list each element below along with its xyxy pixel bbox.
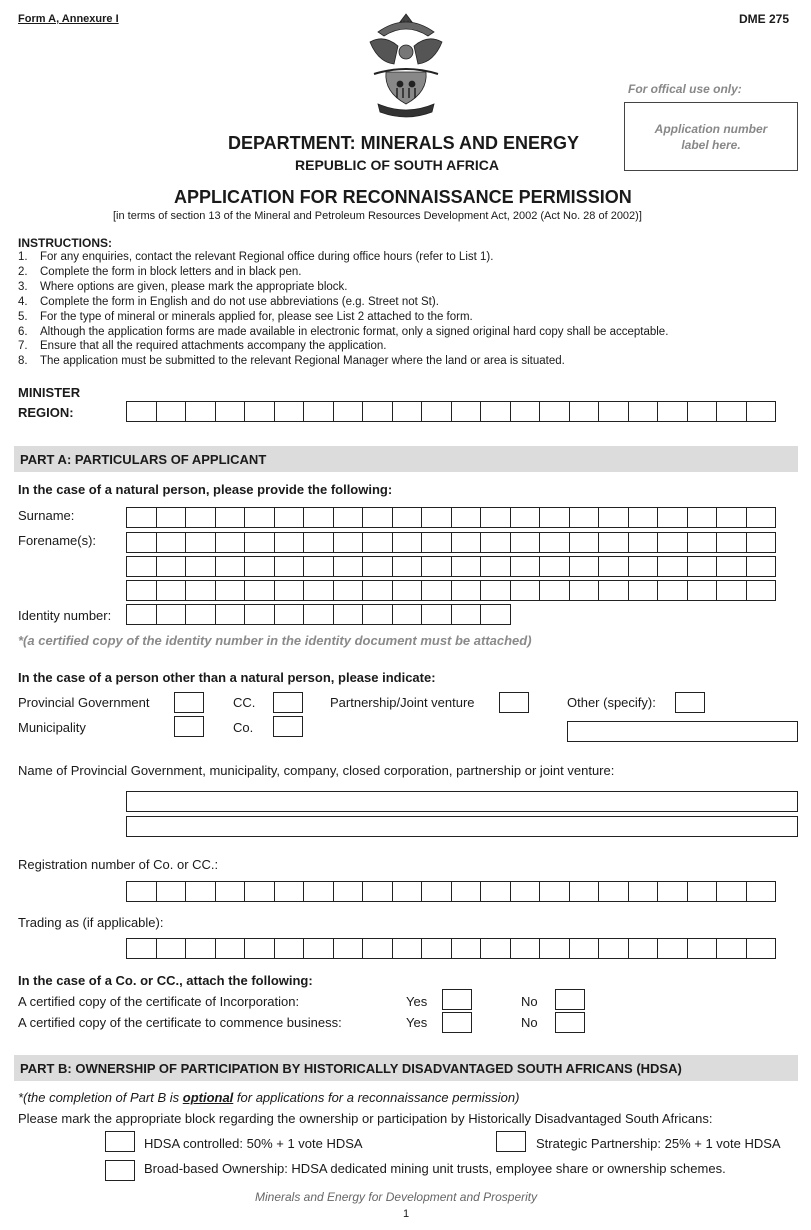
char-box[interactable] bbox=[215, 881, 246, 902]
char-box[interactable] bbox=[126, 938, 157, 959]
char-box[interactable] bbox=[274, 580, 305, 601]
cc-checkbox[interactable] bbox=[273, 692, 303, 713]
char-box[interactable] bbox=[628, 507, 659, 528]
partnership-label: Partnership/Joint venture bbox=[330, 695, 475, 710]
char-box[interactable] bbox=[480, 938, 511, 959]
char-box[interactable] bbox=[303, 881, 334, 902]
char-box[interactable] bbox=[303, 532, 334, 553]
char-box[interactable] bbox=[628, 401, 659, 422]
char-box[interactable] bbox=[392, 580, 423, 601]
char-box[interactable] bbox=[569, 580, 600, 601]
char-box[interactable] bbox=[421, 401, 452, 422]
trading-boxes[interactable] bbox=[126, 938, 776, 959]
other-person-heading: In the case of a person other than a natural person, please indicate: bbox=[18, 670, 436, 685]
char-box[interactable] bbox=[510, 507, 541, 528]
char-box[interactable] bbox=[569, 401, 600, 422]
char-box[interactable] bbox=[687, 881, 718, 902]
char-box[interactable] bbox=[746, 938, 777, 959]
char-box[interactable] bbox=[215, 938, 246, 959]
char-box[interactable] bbox=[303, 401, 334, 422]
trading-label: Trading as (if applicable): bbox=[18, 915, 164, 930]
char-box[interactable] bbox=[126, 580, 157, 601]
instructions-heading: INSTRUCTIONS: bbox=[18, 236, 112, 250]
char-box[interactable] bbox=[215, 507, 246, 528]
char-box[interactable] bbox=[657, 938, 688, 959]
char-box[interactable] bbox=[333, 881, 364, 902]
municipality-checkbox[interactable] bbox=[174, 716, 204, 737]
char-box[interactable] bbox=[215, 401, 246, 422]
char-box[interactable] bbox=[628, 881, 659, 902]
char-box[interactable] bbox=[362, 604, 393, 625]
strategic-partnership-checkbox[interactable] bbox=[496, 1131, 526, 1152]
char-box[interactable] bbox=[392, 881, 423, 902]
form-title: APPLICATION FOR RECONNAISSANCE PERMISSION bbox=[174, 187, 632, 207]
char-box[interactable] bbox=[362, 881, 393, 902]
char-box[interactable] bbox=[746, 532, 777, 553]
instruction-item: 5. For the type of mineral or minerals applied for, please see List 2 attached to the form. bbox=[18, 310, 473, 323]
part-b-header bbox=[14, 1055, 798, 1081]
char-box[interactable] bbox=[185, 604, 216, 625]
app-label-line2: label here. bbox=[681, 138, 741, 152]
char-box[interactable] bbox=[569, 532, 600, 553]
char-box[interactable] bbox=[421, 556, 452, 577]
char-box[interactable] bbox=[333, 938, 364, 959]
commence-no-label: No bbox=[521, 1015, 538, 1030]
char-box[interactable] bbox=[185, 556, 216, 577]
char-box[interactable] bbox=[628, 580, 659, 601]
surname-label: Surname: bbox=[18, 508, 75, 523]
incorp-yes-label: Yes bbox=[406, 994, 428, 1009]
char-box[interactable] bbox=[598, 401, 629, 422]
form-subtitle: [in terms of section 13 of the Mineral and Petroleum Resources Development Act, 2002 (Act No. 28 of 2002)] bbox=[113, 210, 642, 222]
char-box[interactable] bbox=[716, 881, 747, 902]
forenames-boxes-2[interactable] bbox=[126, 556, 776, 577]
char-box[interactable] bbox=[185, 938, 216, 959]
char-box[interactable] bbox=[362, 532, 393, 553]
municipality-label: Municipality bbox=[18, 720, 86, 735]
char-box[interactable] bbox=[451, 507, 482, 528]
char-box[interactable] bbox=[392, 532, 423, 553]
char-box[interactable] bbox=[126, 604, 157, 625]
other-checkbox[interactable] bbox=[675, 692, 705, 713]
commence-yes-label: Yes bbox=[406, 1015, 428, 1030]
char-box[interactable] bbox=[303, 556, 334, 577]
char-box[interactable] bbox=[746, 507, 777, 528]
char-box[interactable] bbox=[746, 401, 777, 422]
char-box[interactable] bbox=[539, 881, 570, 902]
other-specify-field[interactable] bbox=[567, 721, 798, 742]
identity-label: Identity number: bbox=[18, 608, 112, 623]
incorp-yes-checkbox[interactable] bbox=[442, 989, 472, 1010]
forenames-boxes-3[interactable] bbox=[126, 580, 776, 601]
instruction-item: 1. For any enquiries, contact the relevant Regional office during office hours (refer to List 1). bbox=[18, 251, 494, 263]
char-box[interactable] bbox=[215, 532, 246, 553]
char-box[interactable] bbox=[126, 881, 157, 902]
char-box[interactable] bbox=[392, 507, 423, 528]
char-box[interactable] bbox=[362, 938, 393, 959]
char-box[interactable] bbox=[274, 507, 305, 528]
char-box[interactable] bbox=[274, 401, 305, 422]
char-box[interactable] bbox=[451, 532, 482, 553]
char-box[interactable] bbox=[716, 938, 747, 959]
co-label: Co. bbox=[233, 720, 254, 735]
char-box[interactable] bbox=[569, 556, 600, 577]
char-box[interactable] bbox=[244, 532, 275, 553]
char-box[interactable] bbox=[156, 507, 187, 528]
part-b-title: PART B: OWNERSHIP OF PARTICIPATION BY HISTORICALLY DISADVANTAGED SOUTH AFRICANS (HDSA) bbox=[20, 1061, 682, 1076]
char-box[interactable] bbox=[362, 556, 393, 577]
char-box[interactable] bbox=[156, 881, 187, 902]
minister-label: MINISTER bbox=[18, 385, 81, 400]
char-box[interactable] bbox=[598, 938, 629, 959]
char-box[interactable] bbox=[598, 580, 629, 601]
char-box[interactable] bbox=[185, 881, 216, 902]
char-box[interactable] bbox=[126, 556, 157, 577]
char-box[interactable] bbox=[274, 532, 305, 553]
char-box[interactable] bbox=[451, 604, 482, 625]
char-box[interactable] bbox=[569, 507, 600, 528]
char-box[interactable] bbox=[569, 881, 600, 902]
char-box[interactable] bbox=[244, 507, 275, 528]
char-box[interactable] bbox=[156, 401, 187, 422]
char-box[interactable] bbox=[303, 604, 334, 625]
char-box[interactable] bbox=[274, 556, 305, 577]
char-box[interactable] bbox=[539, 532, 570, 553]
char-box[interactable] bbox=[303, 507, 334, 528]
form-code: DME 275 bbox=[739, 12, 790, 26]
hdsa-controlled-label: HDSA controlled: 50% + 1 vote HDSA bbox=[144, 1136, 363, 1151]
char-box[interactable] bbox=[333, 604, 364, 625]
application-label-box bbox=[624, 102, 798, 171]
char-box[interactable] bbox=[480, 507, 511, 528]
char-box[interactable] bbox=[392, 604, 423, 625]
char-box[interactable] bbox=[539, 556, 570, 577]
provincial-label: Provincial Government bbox=[18, 695, 150, 710]
char-box[interactable] bbox=[539, 401, 570, 422]
instruction-item: 4. Complete the form in English and do not use abbreviations (e.g. Street not St). bbox=[18, 295, 439, 308]
registration-label: Registration number of Co. or CC.: bbox=[18, 857, 219, 872]
identity-boxes[interactable] bbox=[126, 604, 511, 625]
broad-based-checkbox[interactable] bbox=[105, 1160, 135, 1181]
char-box[interactable] bbox=[480, 556, 511, 577]
char-box[interactable] bbox=[156, 604, 187, 625]
char-box[interactable] bbox=[451, 881, 482, 902]
char-box[interactable] bbox=[185, 532, 216, 553]
cert-incorporation-label: A certified copy of the certificate of Incorporation: bbox=[18, 994, 300, 1009]
broad-based-label: Broad-based Ownership: HDSA dedicated mining unit trusts, employee share or ownership schemes. bbox=[144, 1161, 726, 1176]
char-box[interactable] bbox=[126, 401, 157, 422]
char-box[interactable] bbox=[215, 604, 246, 625]
commence-yes-checkbox[interactable] bbox=[442, 1012, 472, 1033]
co-checkbox[interactable] bbox=[273, 716, 303, 737]
char-box[interactable] bbox=[333, 532, 364, 553]
optional-emphasis: optional bbox=[182, 1090, 234, 1105]
char-box[interactable] bbox=[421, 580, 452, 601]
char-box[interactable] bbox=[185, 401, 216, 422]
char-box[interactable] bbox=[244, 604, 275, 625]
char-box[interactable] bbox=[303, 938, 334, 959]
attach-heading: In the case of a Co. or CC., attach the following: bbox=[18, 973, 313, 988]
char-box[interactable] bbox=[598, 532, 629, 553]
char-box[interactable] bbox=[598, 556, 629, 577]
char-box[interactable] bbox=[126, 507, 157, 528]
char-box[interactable] bbox=[156, 938, 187, 959]
strategic-partnership-label: Strategic Partnership: 25% + 1 vote HDSA bbox=[536, 1136, 781, 1151]
region-label: REGION: bbox=[18, 405, 74, 420]
char-box[interactable] bbox=[716, 532, 747, 553]
char-box[interactable] bbox=[303, 580, 334, 601]
char-box[interactable] bbox=[480, 604, 511, 625]
char-box[interactable] bbox=[126, 532, 157, 553]
entity-name-field-2[interactable] bbox=[126, 816, 798, 837]
instruction-item: 3. Where options are given, please mark the appropriate block. bbox=[18, 280, 348, 293]
char-box[interactable] bbox=[244, 938, 275, 959]
part-a-title: PART A: PARTICULARS OF APPLICANT bbox=[20, 452, 267, 467]
char-box[interactable] bbox=[510, 532, 541, 553]
char-box[interactable] bbox=[244, 556, 275, 577]
instruction-item: 8. The application must be submitted to the relevant Regional Manager where the land or area is situated. bbox=[18, 355, 565, 368]
char-box[interactable] bbox=[746, 580, 777, 601]
char-box[interactable] bbox=[687, 580, 718, 601]
char-box[interactable] bbox=[687, 507, 718, 528]
cc-label: CC. bbox=[233, 695, 256, 710]
char-box[interactable] bbox=[539, 507, 570, 528]
char-box[interactable] bbox=[598, 507, 629, 528]
char-box[interactable] bbox=[657, 881, 688, 902]
char-box[interactable] bbox=[657, 580, 688, 601]
char-box[interactable] bbox=[392, 938, 423, 959]
char-box[interactable] bbox=[421, 604, 452, 625]
char-box[interactable] bbox=[156, 556, 187, 577]
registration-boxes[interactable] bbox=[126, 881, 776, 902]
instruction-item: 2. Complete the form in block letters and in black pen. bbox=[18, 265, 302, 278]
page-number: 1 bbox=[403, 1208, 410, 1220]
incorp-no-checkbox[interactable] bbox=[555, 989, 585, 1010]
char-box[interactable] bbox=[451, 401, 482, 422]
hdsa-controlled-checkbox[interactable] bbox=[105, 1131, 135, 1152]
partnership-checkbox[interactable] bbox=[499, 692, 529, 713]
char-box[interactable] bbox=[451, 556, 482, 577]
char-box[interactable] bbox=[421, 507, 452, 528]
republic-title: REPUBLIC OF SOUTH AFRICA bbox=[295, 157, 500, 173]
char-box[interactable] bbox=[333, 507, 364, 528]
char-box[interactable] bbox=[510, 580, 541, 601]
minister-region-boxes[interactable] bbox=[126, 401, 776, 422]
char-box[interactable] bbox=[244, 580, 275, 601]
forenames-boxes-1[interactable] bbox=[126, 532, 776, 553]
char-box[interactable] bbox=[333, 580, 364, 601]
department-title: DEPARTMENT: MINERALS AND ENERGY bbox=[228, 133, 580, 153]
char-box[interactable] bbox=[156, 580, 187, 601]
char-box[interactable] bbox=[510, 556, 541, 577]
char-box[interactable] bbox=[539, 938, 570, 959]
char-box[interactable] bbox=[392, 556, 423, 577]
char-box[interactable] bbox=[510, 881, 541, 902]
char-box[interactable] bbox=[628, 938, 659, 959]
surname-boxes[interactable] bbox=[126, 507, 776, 528]
app-label-line1: Application number bbox=[654, 122, 768, 136]
part-b-instruction: Please mark the appropriate block regarding the ownership or participation by Historically Disadvantaged South Africans: bbox=[18, 1111, 713, 1126]
footer-slogan: Minerals and Energy for Development and Prosperity bbox=[255, 1190, 538, 1204]
char-box[interactable] bbox=[480, 881, 511, 902]
char-box[interactable] bbox=[539, 580, 570, 601]
entity-name-field-1[interactable] bbox=[126, 791, 798, 812]
char-box[interactable] bbox=[687, 938, 718, 959]
char-box[interactable] bbox=[480, 580, 511, 601]
char-box[interactable] bbox=[746, 556, 777, 577]
char-box[interactable] bbox=[333, 401, 364, 422]
char-box[interactable] bbox=[333, 556, 364, 577]
char-box[interactable] bbox=[421, 938, 452, 959]
char-box[interactable] bbox=[362, 580, 393, 601]
char-box[interactable] bbox=[687, 401, 718, 422]
char-box[interactable] bbox=[687, 532, 718, 553]
char-box[interactable] bbox=[362, 401, 393, 422]
char-box[interactable] bbox=[716, 507, 747, 528]
char-box[interactable] bbox=[687, 556, 718, 577]
forenames-label: Forename(s): bbox=[18, 533, 97, 548]
char-box[interactable] bbox=[244, 881, 275, 902]
char-box[interactable] bbox=[657, 507, 688, 528]
part-b-note: *(the completion of Part B is optional for applications for a reconnaissance permission) bbox=[18, 1090, 520, 1105]
instructions-list bbox=[18, 250, 668, 369]
natural-person-heading: In the case of a natural person, please provide the following: bbox=[18, 482, 393, 497]
char-box[interactable] bbox=[628, 556, 659, 577]
char-box[interactable] bbox=[480, 532, 511, 553]
char-box[interactable] bbox=[657, 401, 688, 422]
char-box[interactable] bbox=[274, 881, 305, 902]
char-box[interactable] bbox=[156, 532, 187, 553]
instruction-item: 7. Ensure that all the required attachments accompany the application. bbox=[18, 340, 387, 353]
char-box[interactable] bbox=[510, 401, 541, 422]
char-box[interactable] bbox=[244, 401, 275, 422]
char-box[interactable] bbox=[274, 604, 305, 625]
char-box[interactable] bbox=[451, 938, 482, 959]
other-specify-label: Other (specify): bbox=[567, 695, 656, 710]
provincial-checkbox[interactable] bbox=[174, 692, 204, 713]
cert-commence-label: A certified copy of the certificate to commence business: bbox=[18, 1015, 342, 1030]
form-annexure-label: Form A, Annexure I bbox=[18, 13, 119, 25]
char-box[interactable] bbox=[628, 532, 659, 553]
char-box[interactable] bbox=[362, 507, 393, 528]
char-box[interactable] bbox=[185, 580, 216, 601]
identity-note: *(a certified copy of the identity number in the identity document must be attached) bbox=[18, 633, 532, 648]
char-box[interactable] bbox=[716, 556, 747, 577]
official-use-label: For offical use only: bbox=[628, 82, 742, 96]
char-box[interactable] bbox=[451, 580, 482, 601]
entity-name-label: Name of Provincial Government, municipality, company, closed corporation, partnership or joint venture: bbox=[18, 763, 615, 778]
char-box[interactable] bbox=[421, 881, 452, 902]
coat-of-arms-emblem bbox=[364, 12, 448, 122]
char-box[interactable] bbox=[598, 881, 629, 902]
char-box[interactable] bbox=[185, 507, 216, 528]
char-box[interactable] bbox=[716, 580, 747, 601]
char-box[interactable] bbox=[421, 532, 452, 553]
char-box[interactable] bbox=[215, 556, 246, 577]
char-box[interactable] bbox=[215, 580, 246, 601]
incorp-no-label: No bbox=[521, 994, 538, 1009]
char-box[interactable] bbox=[657, 532, 688, 553]
instruction-item: 6. Although the application forms are made available in electronic format, only a signed original hard copy shall be acceptable. bbox=[18, 325, 669, 338]
char-box[interactable] bbox=[716, 401, 747, 422]
char-box[interactable] bbox=[392, 401, 423, 422]
part-a-header bbox=[14, 446, 798, 472]
commence-no-checkbox[interactable] bbox=[555, 1012, 585, 1033]
char-box[interactable] bbox=[746, 881, 777, 902]
char-box[interactable] bbox=[274, 938, 305, 959]
char-box[interactable] bbox=[510, 938, 541, 959]
char-box[interactable] bbox=[569, 938, 600, 959]
char-box[interactable] bbox=[657, 556, 688, 577]
char-box[interactable] bbox=[480, 401, 511, 422]
